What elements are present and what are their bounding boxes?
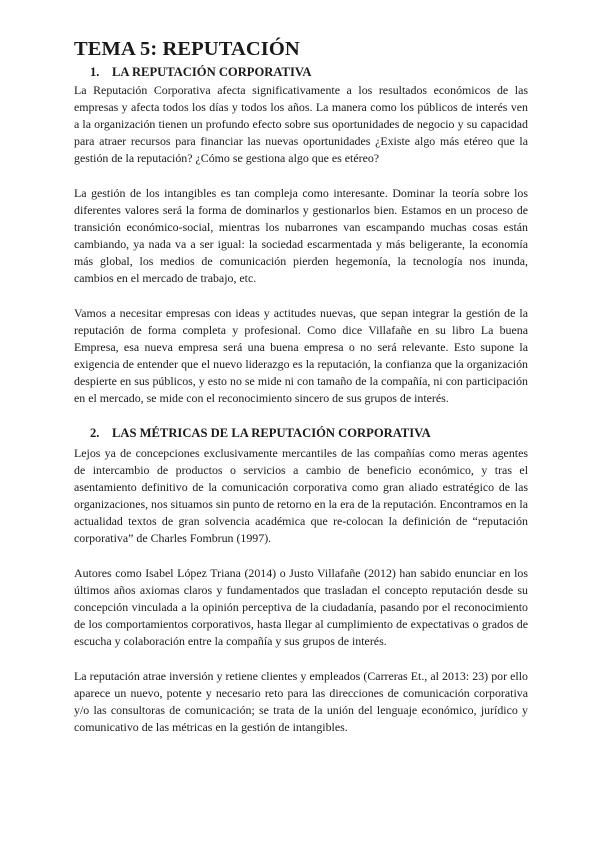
section-number: 1.: [90, 65, 100, 79]
section-heading-1: [74, 64, 528, 81]
paragraph: La gestión de los intangibles es tan compleja como interesante. Dominar la teoría sobre los diferentes valores será la forma de dominarlos y gestionarlos bien. Estamos en un proceso de transición económico-social, mientras los nubarrones van escampando muchas cosas están cambiando, ya nada va a ser igual: la sociedad escarmentada y más beligerante, la economía más global, los medios de comunicación pierden hegemonía, la tecnología nos inunda, cambios en el mercado de trabajo, etc.: [74, 186, 528, 285]
paragraph: Vamos a necesitar empresas con ideas y actitudes nuevas, que sepan integrar la gestión de la reputación de forma completa y profesional. Como dice Villafañe en su libro La buena Empresa, esa nueva empresa será una buena empresa o no será relevante. Esto supone la exigencia de entender que el nuevo liderazgo es la reputación, la confianza que la organización despierte en sus públicos, y esto no se mide ni con tamaño de la compañía, ni con participación en el mercado, se mide con el reconocimiento sincero de sus grupos de interés.: [74, 306, 528, 405]
section-number: 2.: [90, 426, 100, 440]
paragraph: La reputación atrae inversión y retiene clientes y empleados (Carreras Et., al 2013: 23) por ello aparece un nuevo, potente y necesario reto para las direcciones de comunicación corporativa y/o las consultoras de comunicación; se trata de la unión del lenguaje económico, jurídico y comunicativo de las métricas en la gestión de intangibles.: [74, 669, 528, 734]
section-heading-2: [74, 425, 528, 442]
section-heading-text: LA REPUTACIÓN CORPORATIVA: [112, 65, 312, 79]
paragraph: La Reputación Corporativa afecta significativamente a los resultados económicos de las empresas y afecta todos los días y todos los años. La manera como los públicos de interés ven a la organización tienen un profundo efecto sobre sus oportunidades de negocio y su capacidad para atraer recursos para financiar las nuevas oportunidades ¿Existe algo más etéreo que la gestión de la reputación? ¿Cómo se gestiona algo que es etéreo?: [74, 83, 528, 165]
section-heading-text: LAS MÉTRICAS DE LA REPUTACIÓN CORPORATIVA: [112, 426, 431, 440]
document-title: TEMA 5: REPUTACIÓN: [74, 38, 300, 60]
paragraph: Autores como Isabel López Triana (2014) o Justo Villafañe (2012) han sabido enunciar en los últimos años axiomas claros y fundamentados que trasladan el concepto reputación desde su concepción vinculada a la opinión perceptiva de la ciudadanía, pasando por el reconocimiento de los comportamientos corporativos, hasta llegar al cumplimiento de expectativas o grados de escucha y colaboración entre la compañía y sus grupos de interés.: [74, 566, 528, 648]
paragraph: Lejos ya de concepciones exclusivamente mercantiles de las compañías como meras agentes de intercambio de productos o servicios a cambio de beneficio económico, y tras el asentamiento definitivo de la comunicación corporativa como gran aliado estratégico de las organizaciones, nos situamos sin punto de retorno en la era de la reputación. Encontramos en la actualidad textos de gran solvencia académica que re-colocan la definición de “reputación corporativa” de Charles Fombrun (1997).: [74, 446, 528, 545]
